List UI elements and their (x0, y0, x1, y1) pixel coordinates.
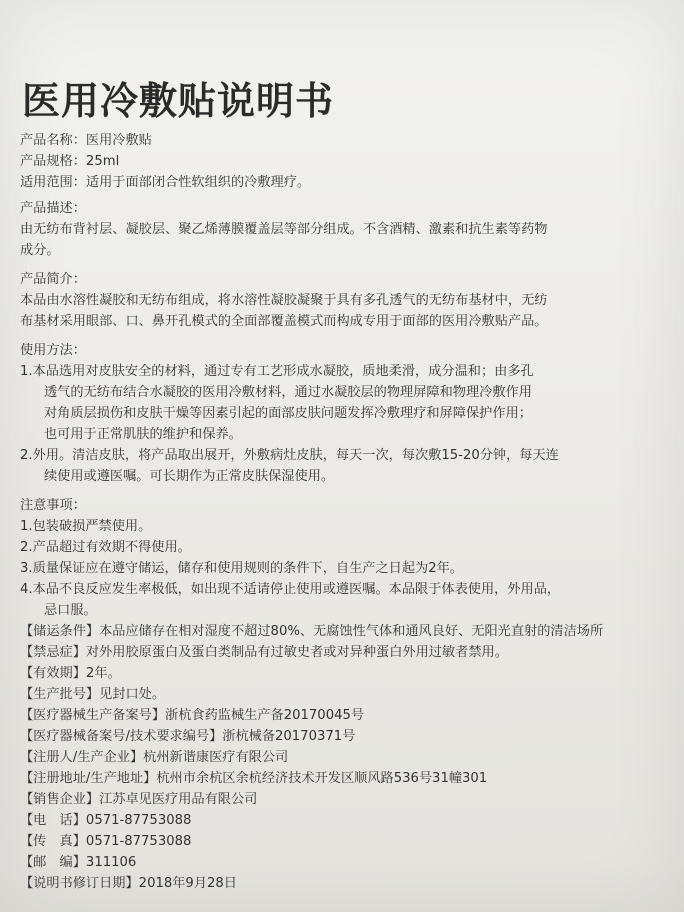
notes-heading: 注意事项： (20, 498, 86, 513)
shelf-life: 【有效期】2年。 (20, 666, 121, 681)
note-item-cont: 忌口服。 (44, 603, 97, 618)
phone: 【电 话】0571-87753088 (20, 813, 192, 828)
note-item: 2.产品超过有效期不得使用。 (20, 540, 191, 555)
postal-code: 【邮 编】311106 (20, 855, 137, 870)
product-name-line: 产品名称：医用冷敷贴 (20, 133, 152, 148)
registered-address: 【注册地址/生产地址】杭州市余杭区余杭经济技术开发区顺风路536号31幢301 (20, 771, 488, 786)
description-text: 成分。 (20, 243, 60, 258)
production-record-number: 【医疗器械生产备案号】浙杭食药监械生产备20170045号 (20, 708, 365, 723)
description-text: 由无纺布背衬层、凝胶层、聚乙烯薄膜覆盖层等部分组成。不含酒精、激素和抗生素等药物 (20, 222, 548, 237)
usage-item-cont: 对角质层损伤和皮肤干燥等因素引起的面部皮肤问题发挥冷敷理疗和屏障保护作用； (44, 406, 532, 421)
revision-date: 【说明书修订日期】2018年9月28日 (20, 876, 237, 891)
usage-heading: 使用方法： (20, 343, 86, 358)
note-item: 1.包装破损严禁使用。 (20, 519, 152, 534)
registrant: 【注册人/生产企业】杭州新谐康医疗有限公司 (20, 750, 289, 765)
product-spec-line: 产品规格：25ml (20, 154, 120, 169)
usage-item-cont: 也可用于正常肌肤的维护和保养。 (44, 427, 242, 442)
device-record-number: 【医疗器械备案号/技术要求编号】浙杭械备20170371号 (20, 729, 356, 744)
document-title: 医用冷敷贴说明书 (22, 79, 335, 123)
batch-number: 【生产批号】见封口处。 (20, 687, 166, 702)
note-item: 3.质量保证应在遵守储运，储存和使用规则的条件下，自生产之日起为2年。 (20, 561, 463, 576)
intro-heading: 产品简介： (20, 272, 86, 287)
contraindication: 【禁忌症】对外用胶原蛋白及蛋白类制品有过敏史者或对异种蛋白外用过敏者禁用。 (20, 645, 508, 660)
usage-item: 1.本品选用对皮肤安全的材料，通过专有工艺形成水凝胶，质地柔滑，成分温和；由多孔 (20, 364, 534, 379)
description-heading: 产品描述： (20, 201, 86, 216)
fax: 【传 真】0571-87753088 (20, 834, 192, 849)
note-item: 4.本品不良反应发生率极低，如出现不适请停止使用或遵医嘱。本品限于体表使用，外用品， (20, 582, 561, 597)
scope-line: 适用范围：适用于面部闭合性软组织的冷敷理疗。 (20, 175, 311, 190)
usage-item-cont: 续使用或遵医嘱。可长期作为正常皮肤保湿使用。 (44, 469, 335, 484)
intro-text: 本品由水溶性凝胶和无纺布组成，将水溶性凝胶凝聚于具有多孔透气的无纺布基材中，无纺 (20, 293, 548, 308)
document-body (20, 130, 680, 894)
intro-text: 布基材采用眼部、口、鼻开孔模式的全面部覆盖模式而构成专用于面部的医用冷敷贴产品。 (20, 314, 548, 329)
usage-item: 2.外用。清洁皮肤，将产品取出展开，外敷病灶皮肤，每天一次，每次敷15-20分钟，每天连 (20, 448, 559, 463)
storage-condition: 【储运条件】本品应储存在相对湿度不超过80%、无腐蚀性气体和通风良好、无阳光直射的清洁场所 (20, 624, 604, 639)
usage-item-cont: 透气的无纺布结合水凝胶的医用冷敷材料，通过水凝胶层的物理屏障和物理冷敷作用 (44, 385, 532, 400)
sales-company: 【销售企业】江苏卓见医疗用品有限公司 (20, 792, 258, 807)
